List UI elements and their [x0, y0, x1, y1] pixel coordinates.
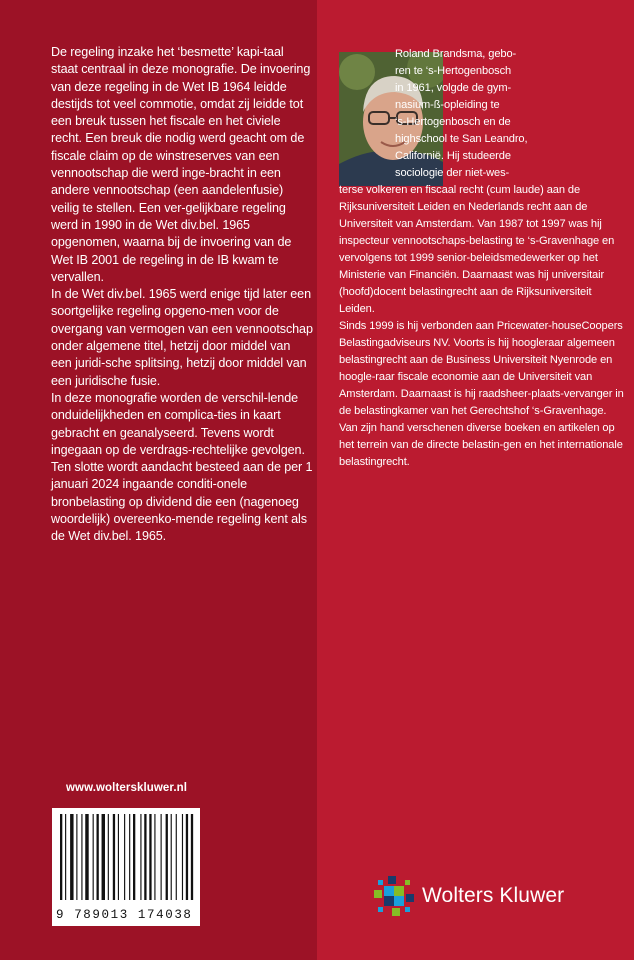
bio-line: ‘s-Hertogenbosch en de: [395, 116, 511, 128]
bio-line: in 1961, volgde de gym-: [395, 82, 512, 94]
barcode-bar: [140, 814, 141, 900]
barcode-bar: [97, 814, 99, 900]
barcode-bar: [154, 814, 155, 900]
barcode-bar: [85, 814, 88, 900]
barcode-bar: [113, 814, 115, 900]
barcode-bar: [60, 814, 62, 900]
bio-paragraph-1: terse volkeren en fiscaal recht (cum laude) aan de Rijksuniversiteit Leiden en Nederlands recht aan de Universiteit van Amsterdam. Van 1987 tot 1997 was hij inspecteur vennootschaps-belasting te ‘s-Gravenhage en vervolgens tot 1999 senior-beleidsmedewerker op het Ministerie van Financiën. Daarnaast was hij universitair (hoofd)docent belastingrecht aan de Rijksuniversiteit Leiden.: [339, 184, 615, 315]
publisher-website[interactable]: www.wolterskluwer.nl: [66, 782, 188, 794]
bio-line: ren te ‘s-Hertogenbosch: [395, 65, 512, 77]
summary-paragraph-4: Ten slotte wordt aandacht besteed aan de per 1 januari 2024 ingaande conditi-onele bronbelasting op dividend die een (nagenoeg woordelijk) overeenko-mende regeling kent als de Wet div.bel. 1965.: [51, 460, 313, 544]
barcode-bar: [129, 814, 130, 900]
bio-paragraph-3: Van zijn hand verschenen diverse boeken en artikelen op het terrein van de directe belastin-gen en het internationale belastingrecht.: [339, 422, 623, 468]
barcode-bar: [102, 814, 105, 900]
barcode-bar: [108, 814, 109, 900]
barcode-bar: [166, 814, 168, 900]
barcode-bar: [171, 814, 172, 900]
bio-line: highschool te San Leandro,: [395, 133, 528, 145]
bio-line: Californië. Hij studeerde: [395, 150, 511, 162]
barcode-bar: [161, 814, 162, 900]
bio-line: sociologie der niet-wes-: [395, 167, 510, 179]
publisher-name: Wolters Kluwer: [422, 884, 565, 907]
summary-paragraph-3: In deze monografie worden de verschil-lende onduidelijkheden en complica-ties in kaart gebracht en geanalyseerd. Tevens wordt ingegaan op de verdrags-rechtelijke gevolgen.: [51, 390, 305, 457]
author-bio: [339, 46, 629, 471]
barcode-bar: [124, 814, 125, 900]
barcode-bar: [93, 814, 94, 900]
barcode-bar: [133, 814, 135, 900]
barcode-bar: [118, 814, 119, 900]
summary-paragraph-1: De regeling inzake het ‘besmette’ kapi-taal staat centraal in deze monografie. De invoering van deze regeling in de Wet IB 1964 leidde destijds tot veel commotie, omdat zij leidde tot een breuk tussen het fiscale en het civiele recht. Een breuk die nodig werd geacht om de fiscale claim op de winstreserves van een vennootschap die werd inge-bracht in een andere vennootschap (een aandelenfusie) veilig te stellen. Een ver-gelijkbare regeling werd in 1990 in de Wet div.bel. 1965 opgenomen, waarna bij de invoering van de Wet IB 2001 de regeling in de IB kwam te vervallen.: [51, 45, 311, 284]
barcode-bar: [182, 814, 183, 900]
bio-line: Roland Brandsma, gebo-: [395, 48, 517, 60]
barcode-bar: [191, 814, 193, 900]
barcode-bar: [76, 814, 77, 900]
barcode-bar: [186, 814, 188, 900]
summary-paragraph-2: In de Wet div.bel. 1965 werd enige tijd later een soortgelijke regeling opgeno-men voor de overgang van vermogen van een vennootschap onder algemene titel, hetzij door middel van een juridi-sche splitsing, hetzij door middel van een juridische fusie.: [51, 287, 313, 388]
barcode-bar: [144, 814, 146, 900]
barcode-bar: [149, 814, 151, 900]
isbn-digits: 9 789013 174038: [56, 908, 193, 922]
barcode-bar: [176, 814, 177, 900]
barcode-bar: [81, 814, 82, 900]
publisher-logo: [374, 876, 564, 916]
bio-line: nasium-ß-opleiding te: [395, 99, 500, 111]
barcode-bar: [65, 814, 66, 900]
wolters-kluwer-mark-icon: [374, 876, 414, 916]
bio-paragraph-2: Sinds 1999 is hij verbonden aan Pricewater-houseCoopers Belastingadviseurs NV. Voorts is hij hoogleraar algemeen belastingrecht aan de Business Universiteit Nyenrode en hoogle-raar fiscale economie aan de Universiteit van Amsterdam. Daarnaast is hij raadsheer-plaats-vervanger in de belastingkamer van het Gerechtshof ‘s-Gravenhage.: [339, 320, 624, 417]
barcode-bar: [70, 814, 73, 900]
summary-text: [51, 44, 313, 546]
barcode-bars: [52, 808, 200, 904]
